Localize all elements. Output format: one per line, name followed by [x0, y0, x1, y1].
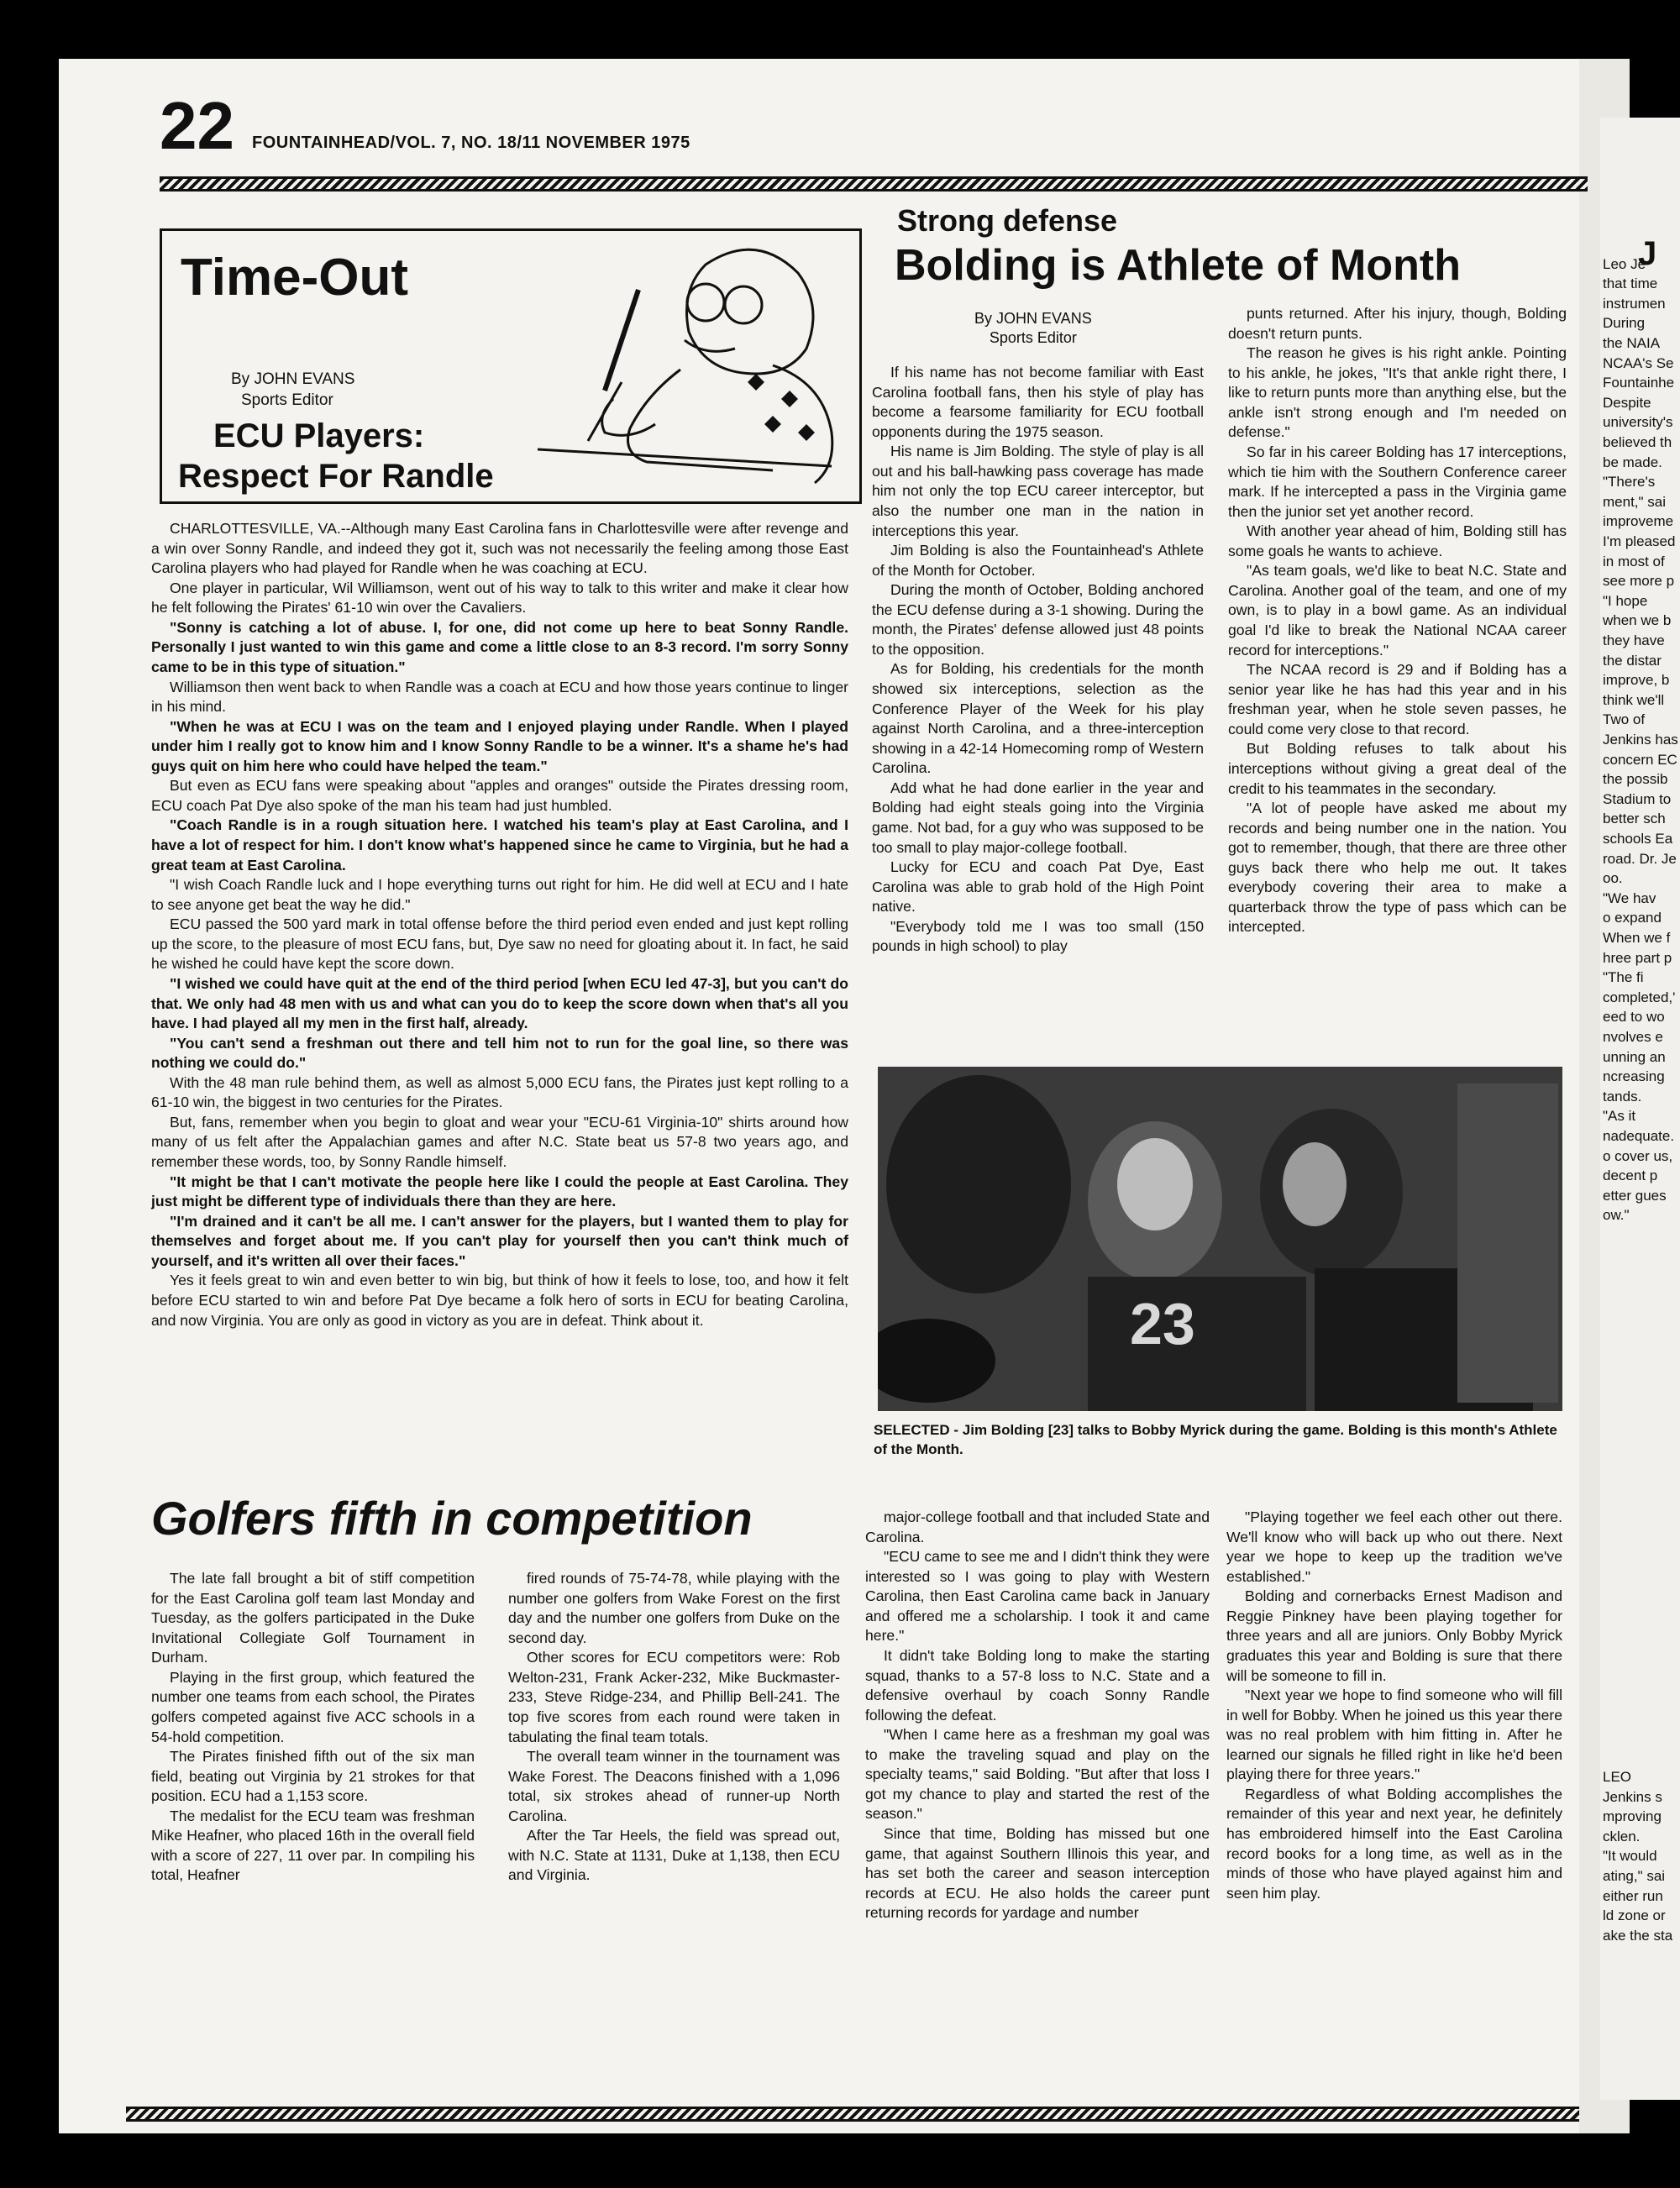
adjacent-line: that time — [1603, 275, 1658, 292]
adjacent-line: nadequate. — [1603, 1128, 1675, 1144]
adjacent-line: o cover us, — [1603, 1147, 1673, 1164]
adjacent-line: o expand — [1603, 910, 1662, 926]
paragraph: "Coach Randle is in a rough situation here. I watched his team's play at East Carolina, and I have a lot of respect for him. I don't know what's happened since he came to Virginia, but he had a great team at East Carolina. — [151, 816, 848, 874]
folio-line: FOUNTAINHEAD/VOL. 7, NO. 18/11 NOVEMBER 1975 — [252, 134, 690, 152]
paragraph: The reason he gives is his right ankle. Pointing to his ankle, he jokes, "It's that ankle right there, I like to return punts more than anything else, but the ankle isn't strong enough and I'm needed on defense." — [1228, 344, 1567, 441]
adjacent-line: believed th — [1603, 434, 1672, 450]
adjacent-line: unning an — [1603, 1048, 1666, 1065]
adjacent-line: road. Dr. Je — [1603, 850, 1677, 867]
adjacent-line: think we'll — [1603, 691, 1665, 708]
golf-column-1 — [151, 1569, 475, 1886]
paragraph: "I wish Coach Randle luck and I hope everything turns out right for him. He did well at ECU and I hate to see anyone get beat the way he did." — [151, 876, 848, 913]
adjacent-line: Jenkins has — [1603, 732, 1678, 748]
paragraph: "A lot of people have asked me about my records and being number one in the nation. You got to remember, though, that there are three other guys back there who help me out. It takes everybody covering their area to make a quarterback throw the type of pass which can be intercepted. — [1228, 800, 1567, 936]
paragraph: One player in particular, Wil Williamson, went out of his way to talk to this writer and make it clear how he felt following the Pirates' 61-10 win over the Cavaliers. — [151, 579, 848, 617]
football-photo — [878, 1067, 1562, 1411]
adjacent-line: "As it — [1603, 1108, 1636, 1125]
photo-image — [878, 1067, 1562, 1411]
paragraph: But Bolding refuses to talk about his interceptions without giving a great deal of the credit to his teammates in the secondary. — [1228, 740, 1567, 797]
bolding-byline-role: Sports Editor — [989, 329, 1077, 347]
adjacent-line: be made. — [1603, 454, 1662, 470]
paragraph: With another year ahead of him, Bolding still has some goals he wants to achieve. — [1228, 522, 1567, 559]
adjacent-line: tands. — [1603, 1088, 1642, 1104]
adjacent-line: I'm pleased — [1603, 533, 1676, 549]
sportswriter-cartoon — [538, 239, 848, 496]
adjacent-line: completed,' — [1603, 989, 1676, 1005]
adjacent-line: when we b — [1603, 612, 1672, 629]
golf-column-2 — [508, 1569, 840, 1886]
paragraph: With the 48 man rule behind them, as well as almost 5,000 ECU fans, the Pirates just kept rolling to a 61-10 win, the biggest in two centuries for the Pirates. — [151, 1073, 848, 1111]
bolding-column-3 — [865, 1508, 1210, 1923]
adjacent-line: instrumen — [1603, 295, 1666, 312]
paragraph: The Pirates finished fifth out of the six man field, beating out Virginia by 21 strokes for that position. ECU had a 1,153 score. — [151, 1748, 475, 1805]
adjacent-line: Two of — [1603, 711, 1646, 728]
adjacent-line: J — [1638, 235, 1657, 272]
adjacent-line: Fountainhe — [1603, 375, 1675, 391]
bolding-headline: Bolding is Athlete of Month — [895, 241, 1461, 290]
paragraph: "I'm drained and it can't be all me. I can't answer for the players, but I wanted them to play for themselves and forget about me. If you can't play for yourself then you can't think much of yourself, and it's written all over their faces." — [151, 1212, 848, 1269]
adjacent-line: ment," sai — [1603, 493, 1667, 510]
adjacent-line: concern EC — [1603, 751, 1677, 768]
paragraph: Yes it feels great to win and even better to win big, but think of how it feels to lose, too, and how it felt before ECU started to win and before Pat Dye became a folk hero of sorts in ECU for beating Carolina, and now Virginia. You are only as good in victory as you are in defeat. Think about it. — [151, 1272, 848, 1329]
paragraph: ECU passed the 500 yard mark in total offense before the third period even ended and just kept rolling up the score, to the pleasure of most ECU fans, but, Dye saw no need for gloating about it. In fact, he said he wished he could have kept the score down. — [151, 916, 848, 973]
bolding-byline-name: By JOHN EVANS — [974, 310, 1092, 327]
bolding-column-1 — [872, 363, 1204, 957]
adjacent-line: university's — [1603, 414, 1673, 431]
adjacent-line: Leo Je — [1603, 255, 1646, 272]
adjacent-line: improve, b — [1603, 672, 1670, 689]
golf-headline: Golfers fifth in competition — [151, 1492, 753, 1545]
bolding-column-2 — [1228, 304, 1567, 937]
timeout-byline — [231, 370, 354, 411]
paragraph: The overall team winner in the tournament was Wake Forest. The Deacons finished with a 1,096 total, six strokes ahead of runner-up North Carolina. — [508, 1748, 840, 1824]
adjacent-line: improveme — [1603, 513, 1674, 530]
adjacent-line: When we f — [1603, 930, 1671, 946]
adjacent-line: "The fi — [1603, 969, 1644, 986]
paragraph: So far in his career Bolding has 17 interceptions, which tie him with the Southern Conference career mark. If he intercepted a pass in the Virginia game then the junior set yet another record. — [1228, 443, 1567, 520]
adjacent-line: ncreasing — [1603, 1068, 1665, 1085]
adjacent-line: etter gues — [1603, 1187, 1667, 1204]
paragraph: It didn't take Bolding long to make the starting squad, thanks to a 57-8 loss to N.C. State and a defensive overhaul by coach Sonny Randle following the defeat. — [865, 1646, 1210, 1724]
paragraph: "Playing together we feel each other out there. We'll know who will back up who out there. Next year we hope to keep up the tradition we've established." — [1226, 1509, 1562, 1585]
adjacent-line: the NAIA — [1603, 335, 1661, 351]
bottom-rule — [126, 2107, 1579, 2122]
paragraph: Regardless of what Bolding accomplishes the remainder of this year and next year, he definitely has embroidered himself into the East Carolina record books for a long time, as well as in the minds of those who have played against him and seen him play. — [1226, 1785, 1562, 1902]
adjacent-line: better sch — [1603, 811, 1666, 827]
adjacent-line: Despite — [1603, 394, 1651, 411]
paragraph: "Everybody told me I was too small (150 pounds in high school) to play — [872, 917, 1204, 955]
adjacent-line: mproving — [1603, 1808, 1662, 1825]
adjacent-line: LEO — [1603, 1769, 1632, 1785]
paragraph: "When he was at ECU I was on the team and I enjoyed playing under Randle. When I played under him I really got to know him and I know Sonny Randle to be a winner. It's a shame he's had guys quit on him here who could have helped the team." — [151, 717, 848, 774]
adjacent-line: hree part p — [1603, 949, 1672, 966]
adjacent-line: "We hav — [1603, 889, 1656, 906]
paragraph: Lucky for ECU and coach Pat Dye, East Carolina was able to grab hold of the High Point native. — [872, 858, 1204, 916]
adjacent-line: ld zone or — [1603, 1907, 1666, 1924]
paragraph: major-college football and that included State and Carolina. — [865, 1509, 1210, 1545]
adjacent-line: see more p — [1603, 573, 1675, 590]
bolding-kicker: Strong defense — [897, 203, 1118, 238]
adjacent-line: ow." — [1603, 1207, 1630, 1224]
adjacent-line: either run — [1603, 1887, 1663, 1904]
paragraph: Add what he had done earlier in the year and Bolding had eight steals going into the Virginia game. Not bad, for a guy who was supposed to be too small to play major-college football. — [872, 779, 1204, 856]
top-rule — [160, 176, 1588, 192]
paragraph: If his name has not become familiar with East Carolina football fans, then his style of play has become a fearsome familiarity for ECU football opponents during the 1975 season. — [872, 364, 1204, 440]
paragraph: But, fans, remember when you begin to gloat and wear your "ECU-61 Virginia-10" shirts around how many of us felt after the Appalachian games and after N.C. State beat us 57-8 two years ago, and remember these words, too, by Sonny Randle himself. — [151, 1113, 848, 1170]
paragraph: CHARLOTTESVILLE, VA.--Although many East Carolina fans in Charlottesville were after revenge and a win over Sonny Randle, and indeed they got it, such was not necessarily the feeling among those East Carolina players who had played for Randle when he was coaching at ECU. — [151, 520, 848, 577]
adjacent-line: the distar — [1603, 652, 1662, 669]
timeout-subhead-line1: ECU Players: — [213, 417, 425, 454]
adjacent-line: eed to wo — [1603, 1009, 1665, 1026]
timeout-column — [151, 519, 848, 1330]
adjacent-line: schools Ea — [1603, 831, 1673, 847]
paragraph: "Sonny is catching a lot of abuse. I, for one, did not come up here to beat Sonny Randle. Personally I just wanted to win this game and come a little close to an 8-3 record. I'm sorry Sonny came to be in this type of situation." — [151, 618, 848, 675]
paragraph: "ECU came to see me and I didn't think they were interested so I was going to play with Western Carolina, then East Carolina came back in January and offered me a scholarship. I took it and came here." — [865, 1548, 1210, 1645]
adjacent-line: Jenkins s — [1603, 1788, 1662, 1805]
paragraph: As for Bolding, his credentials for the month showed six interceptions, selection as the Conference Player of the Week for his play against North Carolina, and a three-interception showing in a 42-14 Homecoming romp of Western Carolina. — [872, 660, 1204, 777]
timeout-title: Time-Out — [181, 249, 408, 307]
adjacent-line: ating," sai — [1603, 1868, 1666, 1884]
adjacent-line: During — [1603, 315, 1646, 332]
paragraph: The medalist for the ECU team was freshman Mike Heafner, who placed 16th in the overall field with a score of 227, 11 over par. In compiling his total, Heafner — [151, 1807, 475, 1884]
bolding-column-4 — [1226, 1508, 1562, 1903]
adjacent-line: NCAA's Se — [1603, 354, 1674, 371]
adjacent-line: ake the sta — [1603, 1927, 1673, 1944]
paragraph: Since that time, Bolding has missed but one game, that against Southern Illinois this year, and has set both the career and season interception records at ECU. He also holds the career punt returning records for yardage and number — [865, 1825, 1210, 1922]
paragraph: "It might be that I can't motivate the people here like I could the people at East Carolina. They just might be different type of individuals there than they are here. — [151, 1173, 848, 1210]
adjacent-line: in most of — [1603, 553, 1665, 569]
paragraph: The NCAA record is 29 and if Bolding has a senior year like he has had this year and in his freshman year, when he stole seven passes, he could come very close to that record. — [1228, 661, 1567, 737]
paragraph: "Next year we hope to find someone who will fill in well for Bobby. When he joined us this year there was no real problem with him fitting in. After he learned our signals he filled right in like he'd been playing there for three years." — [1226, 1687, 1562, 1783]
photo-caption: SELECTED - Jim Bolding [23] talks to Bobby Myrick during the game. Bolding is this month's Athlete of the Month. — [874, 1422, 1557, 1457]
paragraph: Bolding and cornerbacks Ernest Madison and Reggie Pinkney have been playing together for three years and all are juniors. Only Bobby Myrick graduates this year and Bolding is sure that there will be someone to fill in. — [1226, 1587, 1562, 1684]
adjacent-line: cklen. — [1603, 1828, 1641, 1844]
adjacent-line: they have — [1603, 632, 1665, 648]
paragraph: "I wished we could have quit at the end of the third period [when ECU led 47-3], but you can't do that. We only had 48 men with us and what can you do to keep the score down when that's all you have. I had played all my men in the first half, already. — [151, 974, 848, 1032]
adjacent-line: Stadium to — [1603, 790, 1672, 807]
paragraph: "You can't send a freshman out there and tell him not to run for the goal line, so there was nothing we could do." — [151, 1034, 848, 1072]
paragraph: "As team goals, we'd like to beat N.C. State and Carolina. Another goal of the team, and one of my own, is to play in a bowl game. As an individual goal I'd like to break the National NCAA career record for interceptions." — [1228, 562, 1567, 658]
svg-text:23: 23 — [1130, 1291, 1195, 1356]
adjacent-line: "It would — [1603, 1848, 1657, 1865]
timeout-byline-name: By JOHN EVANS — [231, 370, 355, 388]
paragraph: Williamson then went back to when Randle was a coach at ECU and how those years continue to linger in his mind. — [151, 678, 848, 716]
paragraph: fired rounds of 75-74-78, while playing with the number one golfers from Wake Forest on the first day and the number one golfers from Duke on the second day. — [508, 1570, 840, 1646]
paragraph: Playing in the first group, which featured the number one teams from each school, the Pirates golfers competed against five ACC schools in a 54-hold competition. — [151, 1668, 475, 1745]
adjacent-line: the possib — [1603, 771, 1668, 788]
adjacent-line: oo. — [1603, 870, 1623, 887]
adjacent-line: nvolves e — [1603, 1029, 1663, 1045]
bolding-byline — [974, 309, 1092, 349]
paragraph: But even as ECU fans were speaking about "apples and oranges" outside the Pirates dressing room, ECU coach Pat Dye also spoke of the man his team had just humbled. — [151, 777, 848, 814]
timeout-subhead — [178, 416, 519, 496]
paragraph: Other scores for ECU competitors were: Rob Welton-231, Frank Acker-232, Mike Buckmaster-233, Steve Ridge-234, and Phillip Bell-241. The top five scores from each round were taken in tabulating the final team totals. — [508, 1649, 840, 1745]
adjacent-line: decent p — [1603, 1167, 1658, 1184]
paragraph: After the Tar Heels, the field was spread out, with N.C. State at 1131, Duke at 1,138, then ECU and Virginia. — [508, 1827, 840, 1884]
paragraph: "When I came here as a freshman my goal was to make the traveling squad and play on the specialty teams," said Bolding. "But after that loss I got my chance to play and started the rest of the season." — [865, 1726, 1210, 1823]
timeout-subhead-line2: Respect For Randle — [178, 458, 494, 495]
adjacent-line: "I hope — [1603, 592, 1648, 609]
paragraph: During the month of October, Bolding anchored the ECU defense during a 3-1 showing. During the month, the Pirates' defense allowed just 48 points to the opposition. — [872, 581, 1204, 658]
paragraph: punts returned. After his injury, though, Bolding doesn't return punts. — [1228, 305, 1567, 342]
page-number: 22 — [160, 88, 234, 163]
paragraph: Jim Bolding is also the Fountainhead's Athlete of the Month for October. — [872, 542, 1204, 579]
paragraph: The late fall brought a bit of stiff competition for the East Carolina golf team last Monday and Tuesday, as the golfers participated in the Duke Invitational Collegiate Golf Tournament in Durham. — [151, 1570, 475, 1666]
timeout-byline-role: Sports Editor — [241, 391, 333, 409]
paragraph: His name is Jim Bolding. The style of play is all out and his ball-hawking pass coverage has made him not only the top ECU career interceptor, but also the number one man in the nation in interceptions this year. — [872, 443, 1204, 539]
adjacent-line: "There's — [1603, 474, 1656, 491]
